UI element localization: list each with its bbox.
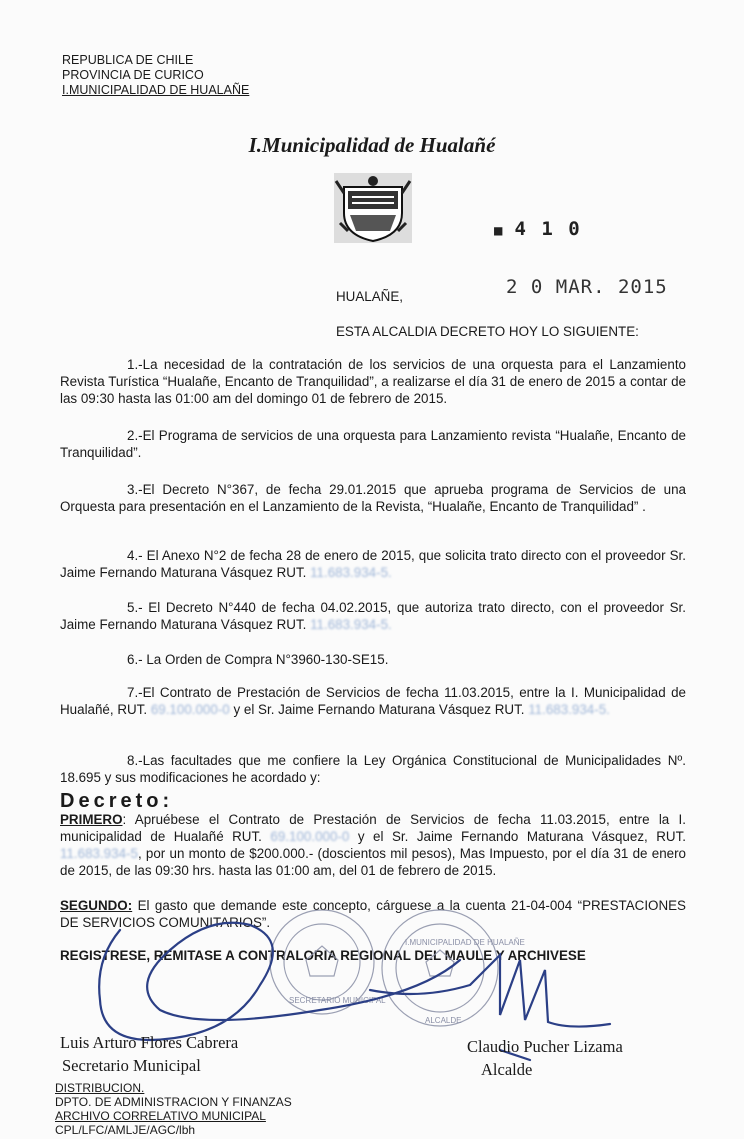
article-primero: PRIMERO: Apruébese el Contrato de Prestación de Servicios de fecha 11.03.2015, entre la I. municipalidad de Hualañé RUT. 69.100.000-0 y el Sr. Jaime Fernando Maturana Vásquez, RUT. 11.683.934-5, por un monto de $200.000.- (doscientos mil pesos), Mas Impuesto, por el día 31 de enero de 2015, de las 09:30 hrs. hasta las 01:00 am, del 01 de febrero de 2015. <box>60 812 686 878</box>
signer-right-name: Claudio Pucher Lizama <box>467 1037 623 1056</box>
place-label: HUALAÑE, <box>336 289 403 304</box>
redacted-rut: 11.683.934-5. <box>310 617 392 632</box>
signer-left-name: Luis Arturo Flores Cabrera <box>60 1033 239 1052</box>
paragraph-1: 1.-La necesidad de la contratación de los servicios de una orquesta para el Lanzamiento Revista Turística “Hualañe, Encanto de Tranquilidad”, a realizarse el día 31 de enero de 2015 a contar de las 09:30 hasta las 01:00 am del domingo 01 de febrero de 2015. <box>60 357 686 406</box>
header-province: PROVINCIA DE CURICO <box>62 68 204 82</box>
decreto-heading: Decreto: <box>60 790 174 812</box>
document-title: I.Municipalidad de Hualañé <box>248 133 496 157</box>
segundo-label: SEGUNDO: <box>60 898 133 913</box>
signer-left-title: Secretario Municipal <box>62 1056 201 1075</box>
distribution-initials: CPL/LFC/AMLJE/AGC/lbh <box>55 1123 196 1137</box>
mayor-stamp-text: I.MUNICIPALIDAD DE HUALAÑE <box>405 938 525 947</box>
distribution-list <box>55 1081 292 1137</box>
paragraph-7: 7.-El Contrato de Prestación de Servicios de fecha 11.03.2015, entre la I. Municipalidad de Hualañé, RUT. 69.100.000-0 y el Sr. Jaime Fernando Maturana Vásquez RUT. 11.683.934-5. <box>60 685 686 717</box>
redacted-rut: 69.100.000-0 <box>270 829 350 844</box>
date-stamp: 2 0 MAR. 2015 <box>506 276 668 298</box>
secretary-stamp-text: SECRETARIO MUNICIPAL <box>289 996 386 1005</box>
distribution-line: ARCHIVO CORRELATIVO MUNICIPAL <box>55 1109 266 1123</box>
paragraph-6: 6.- La Orden de Compra N°3960-130-SE15. <box>127 652 389 667</box>
closing-order: REGISTRESE, REMITASE A CONTRALORIA REGIONAL DEL MAULE Y ARCHIVESE <box>60 948 586 963</box>
redacted-rut: 11.683.934-5. <box>528 702 610 717</box>
distribution-line: DPTO. DE ADMINISTRACION Y FINANZAS <box>55 1095 292 1109</box>
article-segundo: SEGUNDO: El gasto que demande este concepto, cárguese a la cuenta 21-04-004 “PRESTACIONES DE SERVICIOS COMUNITARIOS”. <box>60 898 686 930</box>
decree-number-stamp: ■ 4 1 0 <box>494 218 582 240</box>
signer-right-title: Alcalde <box>481 1060 533 1079</box>
paragraph-5: 5.- El Decreto N°440 de fecha 04.02.2015, que autoriza trato directo, con el proveedor Sr. Jaime Fernando Maturana Vásquez RUT. 11.683.934-5. <box>60 600 686 632</box>
paragraph-3: 3.-El Decreto N°367, de fecha 29.01.2015 que aprueba programa de Servicios de una Orquesta para presentación en el Lanzamiento de la Revista, “Hualañe, Encanto de Tranquilidad” . <box>60 482 686 514</box>
redacted-rut: 11.683.934-5 <box>60 846 138 861</box>
header-country: REPUBLICA DE CHILE <box>62 53 194 67</box>
paragraph-8: 8.-Las facultades que me confiere la Ley Orgánica Constitucional de Municipalidades Nº. 18.695 y sus modificaciones he acordado y: <box>60 753 686 785</box>
decree-intro: ESTA ALCALDIA DECRETO HOY LO SIGUIENTE: <box>336 324 639 339</box>
redacted-rut: 11.683.934-5. <box>310 565 392 580</box>
redacted-rut: 69.100.000-0 <box>150 702 230 717</box>
mayor-stamp-bottom-text: ALCALDE <box>425 1016 462 1025</box>
paragraph-4: 4.- El Anexo N°2 de fecha 28 de enero de 2015, que solicita trato directo con el proveedor Sr. Jaime Fernando Maturana Vásquez RUT. 11.683.934-5. <box>60 548 686 580</box>
distribution-label: DISTRIBUCION. <box>55 1081 145 1095</box>
paragraph-2: 2.-El Programa de servicios de una orquesta para Lanzamiento revista “Hualañe, Encanto de Tranquilidad”. <box>60 428 686 460</box>
header-municipality: I.MUNICIPALIDAD DE HUALAÑE <box>62 83 250 97</box>
primero-label: PRIMERO <box>60 812 123 827</box>
mayor-stamp <box>382 910 498 1026</box>
